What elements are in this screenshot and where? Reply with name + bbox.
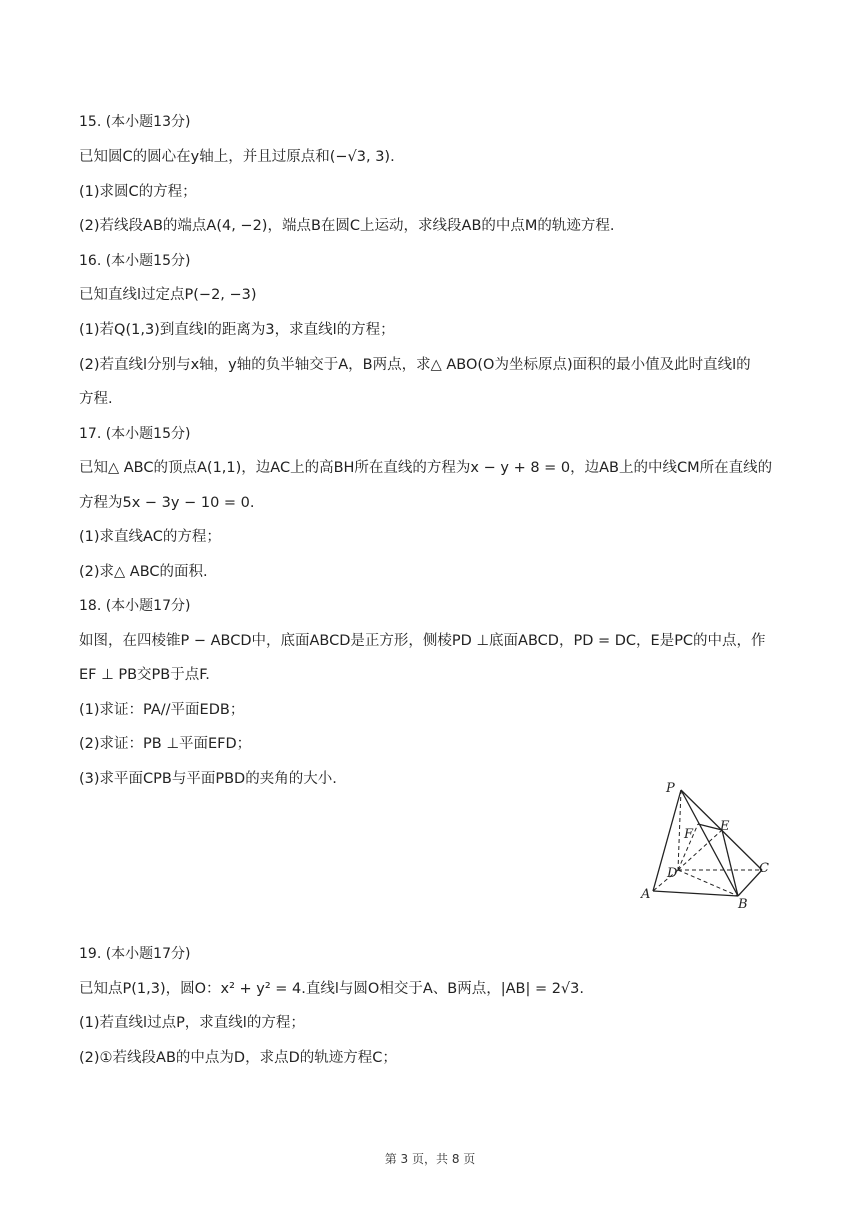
problem-17-header: 17. (本小题15分) — [79, 426, 191, 442]
label-a: A — [641, 887, 651, 902]
problem-17-line-2: 方程为5x − 3y − 10 = 0. — [79, 495, 255, 511]
pyramid-figure — [636, 778, 786, 913]
edge-pd — [678, 790, 681, 870]
problem-17-line-4: (2)求△ ABC的面积. — [79, 564, 208, 580]
label-p: P — [666, 781, 675, 796]
label-c: C — [759, 861, 769, 876]
problem-17-line-1: 已知△ ABC的顶点A(1,1)，边AC上的高BH所在直线的方程为x − y + 8 = 0，边AB上的中线CM所在直线的 — [79, 460, 773, 476]
label-b: B — [738, 897, 748, 912]
label-f: F — [684, 827, 694, 842]
problem-19-line-2: (1)若直线l过点P，求直线l的方程； — [79, 1015, 305, 1031]
problem-16-line-3: (2)若直线l分别与x轴，y轴的负半轴交于A，B两点，求△ ABO(O为坐标原点)面积的最小值及此时直线l的 — [79, 357, 751, 373]
problem-15-header: 15. (本小题13分) — [79, 114, 191, 130]
problem-16-line-1: 已知直线l过定点P(−2, −3) — [79, 287, 257, 303]
problem-18-line-4: (2)求证：PB ⊥平面EFD； — [79, 736, 252, 752]
problem-15-line-2: (1)求圆C的方程； — [79, 184, 197, 200]
problem-19-header: 19. (本小题17分) — [79, 946, 191, 962]
problem-15-line-1: 已知圆C的圆心在y轴上，并且过原点和(−√3, 3). — [79, 149, 395, 165]
problem-18-line-3: (1)求证：PA//平面EDB； — [79, 702, 245, 718]
problem-19-line-1: 已知点P(1,3)，圆O：x² + y² = 4.直线l与圆O相交于A、B两点，|AB| = 2√3. — [79, 981, 584, 997]
problem-19-line-3: (2)①若线段AB的中点为D，求点D的轨迹方程C； — [79, 1050, 397, 1066]
problem-16-line-2: (1)若Q(1,3)到直线l的距离为3，求直线l的方程； — [79, 322, 395, 338]
problem-18-line-1: 如图，在四棱锥P − ABCD中，底面ABCD是正方形，侧棱PD ⊥底面ABCD，PD = DC，E是PC的中点，作 — [79, 633, 766, 649]
problem-18-header: 18. (本小题17分) — [79, 598, 191, 614]
page-footer: 第 3 页，共 8 页 — [384, 1152, 476, 1166]
problem-18-line-2: EF ⊥ PB交PB于点F. — [79, 667, 210, 683]
problem-17-line-3: (1)求直线AC的方程； — [79, 529, 221, 545]
problem-16-line-4: 方程. — [79, 391, 113, 407]
problem-18-line-5: (3)求平面CPB与平面PBD的夹角的大小. — [79, 771, 337, 787]
label-e: E — [720, 819, 730, 834]
edge-db — [678, 870, 738, 896]
edge-eb — [722, 830, 738, 896]
label-d: D — [667, 866, 678, 881]
problem-16-header: 16. (本小题15分) — [79, 253, 191, 269]
edge-ab — [653, 891, 738, 896]
problem-15-line-3: (2)若线段AB的端点A(4, −2)，端点B在圆C上运动，求线段AB的中点M的轨迹方程. — [79, 218, 615, 234]
